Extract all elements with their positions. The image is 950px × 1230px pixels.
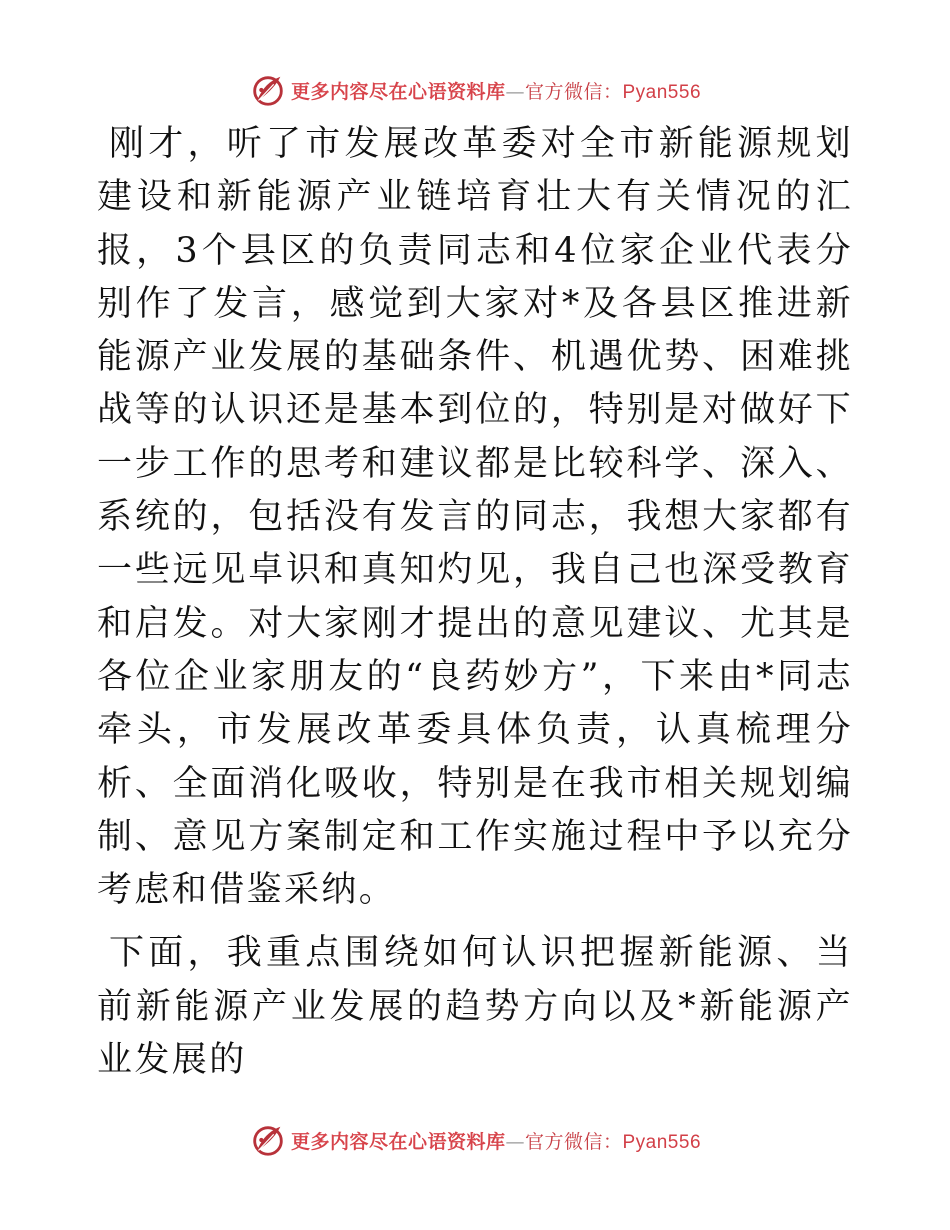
footer-watermark (0, 1118, 950, 1162)
watermark-wechat-id: Pyan556 (622, 81, 702, 103)
watermark-text (291, 77, 701, 104)
watermark-wechat-id: Pyan556 (622, 1131, 702, 1153)
watermark-wechat-label: 官方微信： (524, 1130, 623, 1153)
watermark-main: 更多内容尽在心语资料库 (290, 80, 506, 103)
header-watermark (0, 68, 950, 112)
feather-pen-logo-icon (249, 71, 287, 109)
watermark-text (291, 1127, 701, 1154)
watermark-wechat-label: 官方微信： (524, 80, 623, 103)
paragraph-1: 刚才，听了市发展改革委对全市新能源规划建设和新能源产业链培育壮大有关情况的汇报，3个县区的负责同志和4位家企业代表分别作了发言，感觉到大家对*及各县区推进新能源产业发展的基础条件、机遇优势、困难挑战等的认识还是基本到位的，特别是对做好下一步工作的思考和建议都是比较科学、深入、系统的，包括没有发言的同志，我想大家都有一些远见卓识和真知灼见，我自己也深受教育和启发。对大家刚才提出的意见建议、尤其是各位企业家朋友的“良药妙方”，下来由*同志牵头，市发展改革委具体负责，认真梳理分析、全面消化吸收，特别是在我市相关规划编制、意见方案制定和工作实施过程中予以充分考虑和借鉴采纳。 (97, 124, 853, 911)
paragraph-2: 下面，我重点围绕如何认识把握新能源、当前新能源产业发展的趋势方向以及*新能源产业发展的 (97, 933, 853, 1081)
feather-pen-logo-icon (249, 1121, 287, 1159)
watermark-separator: — (505, 80, 525, 103)
watermark-separator: — (505, 1130, 525, 1153)
watermark-main: 更多内容尽在心语资料库 (290, 1130, 506, 1153)
document-body (97, 118, 853, 1087)
